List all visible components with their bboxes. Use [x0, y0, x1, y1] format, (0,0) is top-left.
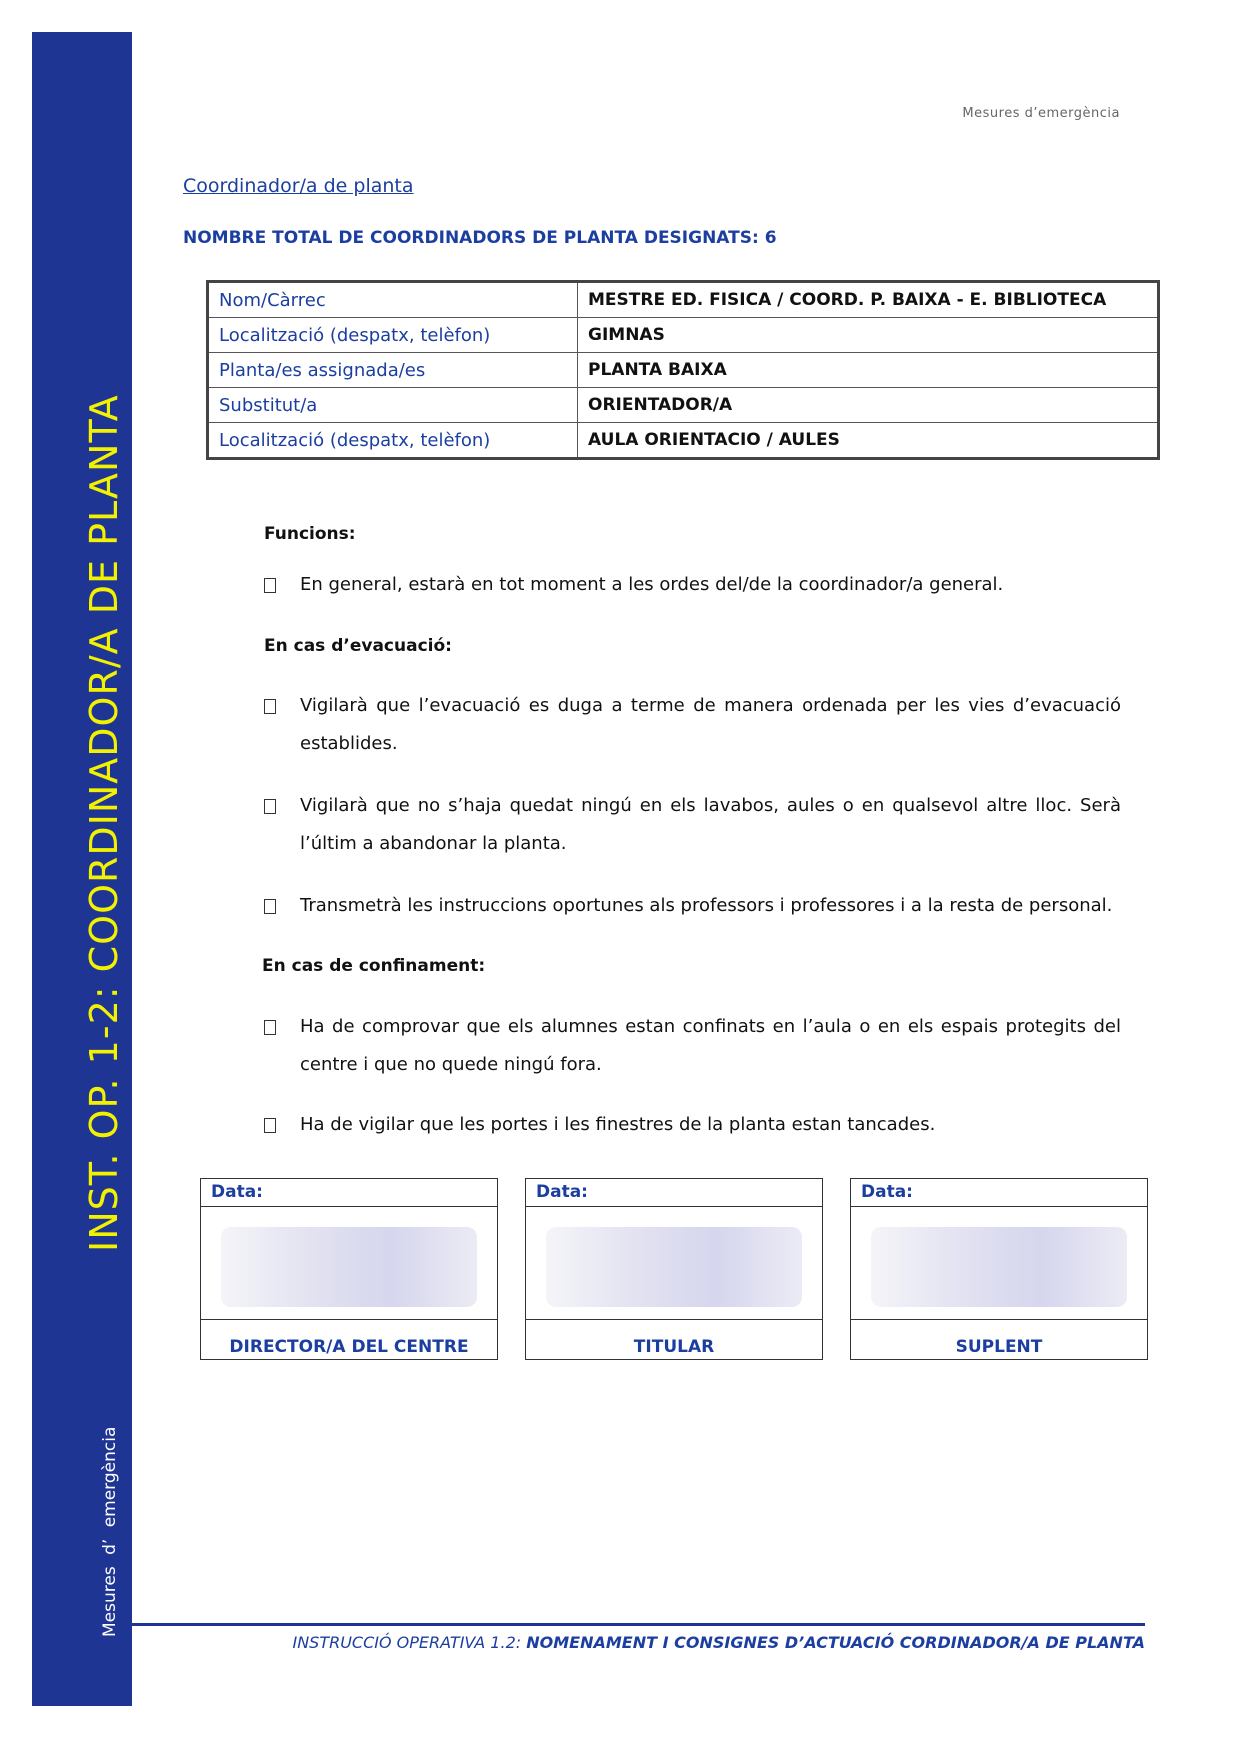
signature-role: TITULAR [633, 1337, 715, 1357]
info-table [206, 280, 1160, 460]
item-text: Ha de comprovar que els alumnes estan confinats en l’aula o en els espais protegits del centre i que no quede ningú fora. [300, 1016, 1121, 1075]
signature-box-suplent [850, 1178, 1148, 1360]
signature-box-titular [525, 1178, 823, 1360]
functions-heading: Funcions: [264, 524, 356, 544]
row-key: Planta/es assignada/es [208, 353, 578, 388]
item-text: Transmetrà les instruccions oportunes als professors i professores i a la resta de personal. [300, 895, 1113, 916]
table-row [208, 353, 1159, 388]
redacted-signature [221, 1227, 477, 1307]
signature-line [201, 1319, 497, 1320]
redacted-signature [871, 1227, 1127, 1307]
list-item [264, 1008, 1121, 1084]
list-item [264, 787, 1121, 863]
footer-prefix: INSTRUCCIÓ OPERATIVA 1.2: [292, 1633, 527, 1652]
header-text: Mesures d’emergència [962, 106, 1120, 121]
redacted-signature [546, 1227, 802, 1307]
table-row [208, 423, 1159, 459]
checkbox-icon [264, 1020, 276, 1035]
row-value: MESTRE ED. FISICA / COORD. P. BAIXA - E. BIBLIOTECA [578, 282, 1159, 318]
signature-role: SUPLENT [955, 1337, 1043, 1357]
row-value: AULA ORIENTACIO / AULES [578, 423, 1159, 459]
signature-line [526, 1319, 822, 1320]
sidebar-title: INST. OP. 1-2: COORDINADOR/A DE PLANTA [82, 394, 126, 1252]
sidebar-subtitle: Mesures d’ emergència [100, 1426, 120, 1637]
row-key: Localització (despatx, telèfon) [208, 423, 578, 459]
date-label: Data: [201, 1179, 497, 1207]
list-item [264, 687, 1121, 763]
evacuation-heading: En cas d’evacuació: [264, 636, 452, 656]
row-key: Localització (despatx, telèfon) [208, 318, 578, 353]
row-value: GIMNAS [578, 318, 1159, 353]
confinement-heading: En cas de confinament: [262, 956, 486, 976]
table-row [208, 318, 1159, 353]
footer [292, 1633, 1145, 1652]
section-title: Coordinador/a de planta [183, 175, 414, 197]
checkbox-icon [264, 699, 276, 714]
checkbox-icon [264, 799, 276, 814]
footer-title: NOMENAMENT I CONSIGNES D’ACTUACIÓ CORDINADOR/A DE PLANTA [526, 1633, 1145, 1652]
checkbox-icon [264, 578, 276, 593]
sidebar-band [32, 32, 132, 1706]
checkbox-icon [264, 899, 276, 914]
table-row [208, 388, 1159, 423]
item-text: Vigilarà que l’evacuació es duga a terme de manera ordenada per les vies d’evacuació establides. [300, 695, 1121, 754]
item-text: En general, estarà en tot moment a les ordes del/de la coordinador/a general. [300, 574, 1004, 595]
footer-rule [120, 1623, 1145, 1626]
checkbox-icon [264, 1118, 276, 1133]
table-row [208, 282, 1159, 318]
date-label: Data: [526, 1179, 822, 1207]
row-value: PLANTA BAIXA [578, 353, 1159, 388]
item-text: Vigilarà que no s’haja quedat ningú en els lavabos, aules o en qualsevol altre lloc. Serà l’últim a abandonar la planta. [300, 795, 1121, 854]
row-key: Nom/Càrrec [208, 282, 578, 318]
list-item [264, 566, 1121, 604]
row-value: ORIENTADOR/A [578, 388, 1159, 423]
list-item [264, 1106, 1121, 1144]
date-label: Data: [851, 1179, 1147, 1207]
total-coordinators: NOMBRE TOTAL DE COORDINADORS DE PLANTA DESIGNATS: 6 [183, 228, 777, 248]
row-key: Substitut/a [208, 388, 578, 423]
item-text: Ha de vigilar que les portes i les finestres de la planta estan tancades. [300, 1114, 936, 1135]
signature-role: DIRECTOR/A DEL CENTRE [229, 1337, 469, 1357]
list-item [264, 887, 1121, 925]
signature-box-director [200, 1178, 498, 1360]
signature-line [851, 1319, 1147, 1320]
